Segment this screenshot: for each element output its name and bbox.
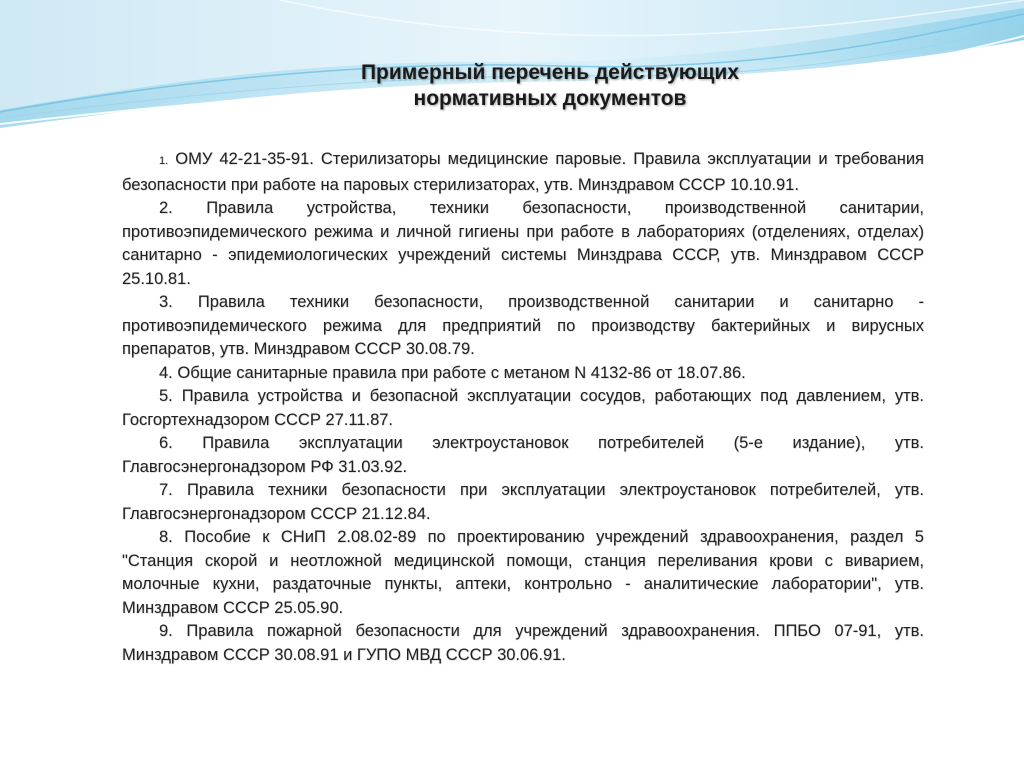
slide-title <box>250 60 850 112</box>
item-text: Правила техники безопасности при эксплуатации электроустановок потребителей, утв. Главгосэнергонадзором СССР 21.12.84. <box>122 481 924 523</box>
item-number: 9. <box>159 622 173 640</box>
item-number: 2. <box>159 199 173 217</box>
item-text: Правила устройства, техники безопасности, производственной санитарии, противоэпидемического режима и личной гигиены при работе в лабораториях (отделениях, отделах) санитарно - эпидемиологических учреждений системы Минздрава СССР, утв. Минздравом СССР 25.10.81. <box>122 199 924 288</box>
item-number: 7. <box>159 481 173 499</box>
item-text: Правила техники безопасности, производственной санитарии и санитарно - противоэпидемического режима для предприятий по производству бактерийных и вирусных препаратов, утв. Минздравом СССР 30.08.79. <box>122 293 924 358</box>
item-number: 4. <box>159 363 173 382</box>
list-item <box>122 385 924 432</box>
list-item <box>122 197 924 291</box>
list-item <box>122 620 924 667</box>
item-text: ОМУ 42-21-35-91. Стерилизаторы медицинские паровые. Правила эксплуатации и требования безопасности при работе на паровых стерилизаторах, утв. Минздравом СССР 10.10.91. <box>122 150 924 194</box>
slide-title-line-2: нормативных документов <box>413 87 687 110</box>
item-text: Общие санитарные правила при работе с метаном N 4132-86 от 18.07.86. <box>177 363 746 382</box>
item-number: 3. <box>159 293 173 311</box>
list-item <box>122 432 924 479</box>
item-number: 6. <box>159 434 173 452</box>
item-number: 5. <box>159 387 173 405</box>
item-text: Пособие к СНиП 2.08.02-89 по проектированию учреждений здравоохранения, раздел 5 "Станция скорой и неотложной медицинской помощи, станция переливания крови с виварием, молочные кухни, раздаточные пункты, аптеки, контрольно - аналитические лаборатории", утв. Минздравом СССР 25.05.90. <box>122 528 924 617</box>
list-item <box>122 526 924 620</box>
item-text: Правила пожарной безопасности для учреждений здравоохранения. ППБО 07-91, утв. Минздравом СССР 30.08.91 и ГУПО МВД СССР 30.06.91. <box>122 622 924 664</box>
item-text: Правила эксплуатации электроустановок потребителей (5-е издание), утв. Главгосэнергонадзором РФ 31.03.92. <box>122 434 924 476</box>
documents-list <box>122 148 924 667</box>
list-item <box>122 291 924 362</box>
item-number: 8. <box>159 528 173 546</box>
item-number: 1. <box>159 155 169 167</box>
list-item <box>122 479 924 526</box>
slide-title-line-1: Примерный перечень действующих <box>360 61 740 84</box>
list-item <box>122 362 924 386</box>
item-text: Правила устройства и безопасной эксплуатации сосудов, работающих под давлением, утв. Госгортехнадзором СССР 27.11.87. <box>122 387 924 429</box>
list-item <box>122 148 924 197</box>
